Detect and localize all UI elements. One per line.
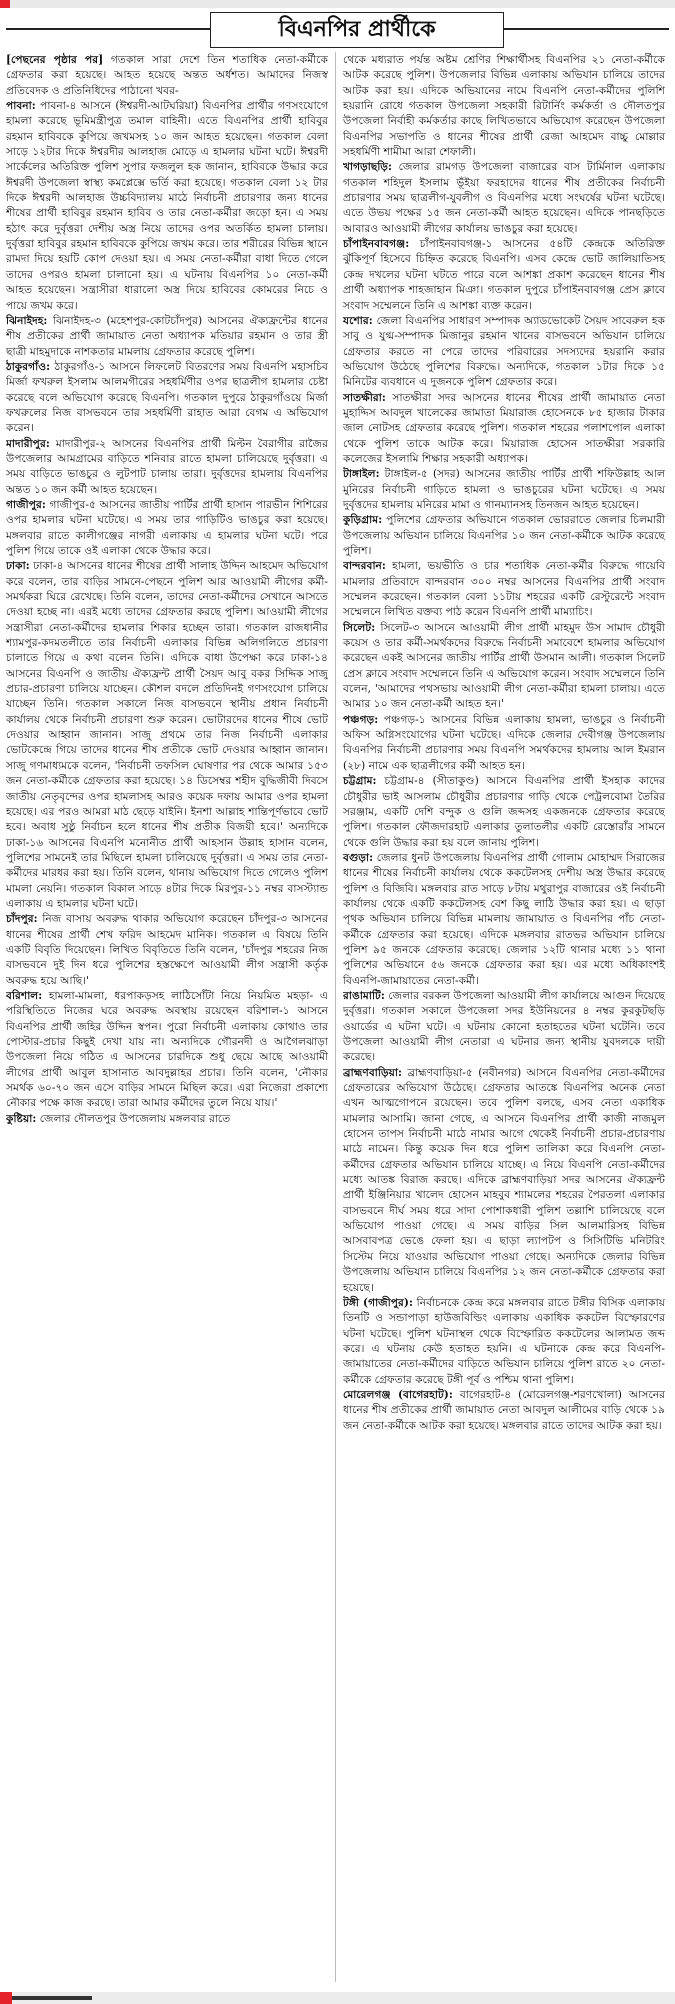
paragraph-body: গতকাল সারা দেশে তিন শতাধিক নেতা-কর্মীকে গ্রেফতার করা হয়েছে। আহত হয়েছে অন্তত অর্ধশত। আমাদের নিজস্ব প্রতিবেদক ও প্রতিনিধিদের পাঠানো খবর- <box>6 53 328 97</box>
news-paragraph <box>343 773 665 850</box>
dateline: বগুড়া: <box>343 850 374 864</box>
dateline: রাঙামাটি: <box>343 988 385 1002</box>
paragraph-body: সাতক্ষীরা সদর আসনের ধানের শীষের প্রার্থী জামায়াত নেতা মুহাদ্দিস আবদুল খালেকের জামাতা মিয়ারাজ হোসেনকে ৮৫ হাজার টাকার জাল নোটসহ গ্রেফতার করেছে পুলিশ। গতকাল শহরের পলাশপোল এলাকা থেকে পুলিশ তাকে আটক করে। মিয়ারাজ হোসেন সাতক্ষীরা সরকারি কলেজের ইসলামি শিক্ষার সহকারী অধ্যাপক। <box>343 390 665 465</box>
news-paragraph <box>343 236 665 313</box>
dateline: চট্টগ্রাম: <box>343 774 377 788</box>
dateline: বরিশাল: <box>6 988 43 1002</box>
dateline: বান্দরবান: <box>343 559 386 573</box>
news-paragraph <box>6 988 328 1111</box>
top-red-marker <box>0 0 10 8</box>
dateline: কুড়িগ্রাম: <box>343 513 383 527</box>
paragraph-body: জেলা বিএনপির সাধারণ সম্পাদক অ্যাডভোকেট সৈয়দ সাবেরুল হক সাবু ও যুগ্ম-সম্পাদক মিজানুর রহমান খানের বাসভবনে অভিযান চালিয়ে গ্রেফতার করতে না পেরে তাদের পরিবারের সদস্যদের হয়রানি করার অভিযোগ উঠেছে পুলিশের বিরুদ্ধে। অন্যদিকে, গতকাল ১টার দিকে ১৫ মিনিটের ব্যবধানে এ দুজনকে পুলিশ গ্রেফতার করে। <box>343 313 665 389</box>
dateline: [পেছনের পৃষ্ঠার পর] <box>6 53 104 66</box>
paragraph-body: বাগেরহাট-৪ (মোরেলগঞ্জ-শরণখোলা) আসনের ধানের শীষ প্রতীকের প্রার্থী জামায়াত নেতা আবদুল আলীমের বাড়ি থেকে ১৯ জন নেতা-কর্মীকে আটক করা হয়েছে। মঙ্গলবার রাতে তাদের আটক করা হয়। <box>343 1387 665 1432</box>
news-paragraph <box>343 988 665 1065</box>
paragraph-body: সিলেট-৩ আসনে আওয়ামী লীগ প্রার্থী মাহমুদ উস সামাদ চৌধুরী কয়েস ও তার কর্মী-সমর্থকদের বিরুদ্ধে নির্বাচনী সমাবেশে হামলার অভিযোগ করেছেন একই আসনের জাতীয় পার্টির প্রার্থী উসমান আলী। গতকাল সিলেট প্রেস ক্লাবে সংবাদ সম্মেলনে তিনি এ অভিযোগ করেন। সংবাদ সম্মেলনে তিনি বলেন, 'আমাদের পথসভায় আওয়ামী লীগ নেতা-কর্মীরা হামলা চালায়। এতে আমার ১০ জন নেতা-কর্মী আহত হন।' <box>343 620 665 711</box>
dateline: যশোর: <box>343 313 373 327</box>
paragraph-body: জেলার বরকল উপজেলা আওয়ামী লীগ কার্যালয়ে আগুন দিয়েছে দুর্বৃত্তরা। গতকাল সকালে উপজেলা সদর ইউনিয়নের ৪ নম্বর কুরকুটছড়ি ওয়ার্ডের এ ঘটনা ঘটে। এ ঘটনায় কোনো হতাহতের ঘটনা ঘটেনি। তবে উপজেলা আওয়ামী লীগ নেতারা এ ঘটনার জন্য স্থানীয় যুবদলকে দায়ী করেছে। <box>343 988 665 1064</box>
news-paragraph <box>343 390 665 467</box>
dateline: গাজীপুর: <box>6 497 46 511</box>
column-divider <box>335 52 336 1982</box>
paragraph-body: ঢাকা-৪ আসনের ধানের শীষের প্রার্থী সালাহ উদ্দিন আহমেদ অভিযোগ করে বলেন, তার বাড়ির সামনে-পেছনে পুলিশ আর আওয়ামী লীগের কর্মী-সমর্থকরা ঘিরে রেখেছে। তিনি বলেন, তাদের নেতা-কর্মীদের সেখানে আসতে দেওয়া হচ্ছে না। এরই মধ্যে তাদের গ্রেফতার করছে পুলিশ। আওয়ামী লীগের সন্ত্রাসীরা নেতা-কর্মীদের হামলার শিকার হচ্ছেন তারা। গতকাল রাজধানীর শ্যামপুর-কদমতলীতে তার নির্বাচনী এলাকার বিভিন্ন অলিগলিতে প্রচারণা চালাতে গিয়ে এ কথা বলেন তিনি। এদিকে বাধা উপেক্ষা করে ঢাকা-১৪ আসনের বিএনপি ও জাতীয় ঐক্যফ্রন্ট প্রার্থী সৈয়দ আবু বকর সিদ্দিক সাজু প্রচার-প্রচারণা চালিয়ে যাচ্ছেন। কৌশল বদলে প্রতিদিনই গণসংযোগ চালিয়ে যাচ্ছেন তিনি। গতকাল সকালে নিজ বাসভবনে স্থানীয় প্রধান নির্বাচনী কার্যালয় থেকে নির্বাচনী প্রচারণা শুরু করেন। ভোটারদের ধানের শীষে ভোট দেওয়ার আহ্বান জানান। সাজু প্রথমে তার নিজ নির্বাচনী এলাকার ভোটকেন্দ্রে গিয়ে তাদের ধানের শীষ প্রতীকে ভোট দেওয়ার আহ্বান জানান। সাজু গণমাধ্যমকে বলেন, 'নির্বাচনী তফসিল ঘোষণার পর থেকে আমার ১৫৩ জন নেতা-কর্মীকে গ্রেফতার করা হয়েছে। ১৪ ডিসেম্বর শহীদ বুদ্ধিজীবী দিবসে জাতীয় নেতৃবৃন্দের ওপর হামলাসহ আরও কয়েক দফায় আমার ওপর হামলা হয়েছে। এর পরও আমরা মাঠ ছেড়ে যাইনি। ইনশা আল্লাহ শান্তিপূর্ণভাবে ভোট হবে। অবাধ সুষ্ঠু নির্বাচন হলে ধানের শীষ প্রতীক বিজয়ী হবে।' অন্যদিকে ঢাকা-১৬ আসনের বিএনপি মনোনীত প্রার্থী আহসান উল্লাহ হাসান বলেন, পুলিশের সামনেই তার মিছিলে হামলা চালিয়েছে দুর্বৃত্তরা। এ সময় তার নেতা-কর্মীদের মারধর করা হয়। তিনি বলেন, থানায় অভিযোগ দিতে গেলেও পুলিশ মামলা নেয়নি। গতকাল বিকাল সাড়ে ৪টার দিকে মিরপুর-১১ নম্বর বাসস্ট্যান্ড এলাকায় এ হামলার ঘটনা ঘটে। <box>6 559 328 910</box>
news-paragraph <box>343 1295 665 1387</box>
paragraph-body: হামলা-মামলা, ধরপাকড়সহ লাঠিসোঁটা নিয়ে নিয়মিত মহড়া- এ পরিস্থিতিতে নিজের ঘরে অবরুদ্ধ অবস্থায় রয়েছেন বরিশাল-১ আসনে বিএনপির প্রার্থী জহির উদ্দিন স্বপন। পুরো নির্বাচনী এলাকায় কোথাও তার পোস্টার-প্রচার কিছুই দেখা যায় না। অন্যদিকে গৌরনদী ও আগৈলঝাড়া উপজেলা নিয়ে গঠিত এ আসনের চারদিকে শুধু ছেয়ে আছে আওয়ামী লীগের প্রার্থী আবুল হাসানাত আবদুল্লাহর প্রচার। তিনি বলেন, 'নৌকার সমর্থক ৬০-৭০ জন এসে বাড়ির সামনে মিছিল করে। এরা নিজেরা প্রকাশ্যে নৌকার পক্ষে কাজ করছে। তারা আমার কর্মীদের তুলে নিয়ে যায়।' <box>6 988 328 1110</box>
paragraph-body: পুলিশের গ্রেফতার অভিযানে গতকাল ভোররাতে জেলার চিলমারী উপজেলায় অভিযান চালিয়ে বিএনপির ১০ জন নেতা-কর্মীকে আটক করেছে পুলিশ। <box>343 513 665 557</box>
dateline: পঞ্চগড়: <box>343 712 379 726</box>
news-paragraph <box>343 512 665 558</box>
paragraph-body: জেলার দৌলতপুর উপজেলায় মঙ্গলবার রাতে <box>36 1111 231 1125</box>
news-paragraph <box>6 1111 328 1126</box>
paragraph-body: নিজ বাসায় অবরুদ্ধ থাকার অভিযোগ করেছেন চাঁদপুর-৩ আসনের ধানের শীষের প্রার্থী শেখ ফরিদ আহমেদ মানিক। গতকাল এ বিষয়ে তিনি একটি বিবৃতি দিয়েছেন। লিখিত বিবৃতিতে তিনি বলেন, 'চাঁদপুর শহরের নিজ বাসভবনে দুই দিন ধরে পুলিশের হস্তক্ষেপে আওয়ামী লীগ সন্ত্রাসী কর্তৃক অবরুদ্ধ হয়ে আছি।' <box>6 912 328 987</box>
paragraph-body: পঞ্চগড়-১ আসনের বিভিন্ন এলাকায় হামলা, ভাঙচুর ও নির্বাচনী অফিস অগ্নিসংযোগের ঘটনা ঘটেছে। এদিকে জেলার দেবীগঞ্জ উপজেলায় বিএনপির নির্বাচনী প্রচারণার সময় বিএনপি সমর্থকদের হামলায় আল ইমরান (২৮) নামে এক ছাত্রলীগের কর্মী আহত হন। <box>343 712 665 772</box>
paragraph-body: ঝিনাইদহ-৩ (মহেশপুর-কোটচাঁদপুর) আসনের ঐক্যফ্রন্টের ধানের শীষ প্রতীকের প্রার্থী জামায়াত নেতা অধ্যাপক মতিয়ার রহমান ও তার স্ত্রী ছাত্রী মাহমুদাকে নাশকতার মামলায় গ্রেফতার করেছে পুলিশ। <box>6 313 328 358</box>
headline-rule-left <box>6 28 210 30</box>
news-paragraph <box>343 466 665 512</box>
paragraph-body: হামলা, ভয়ভীতি ও চার শতাধিক নেতা-কর্মীর বিরুদ্ধে গায়েবি মামলার প্রতিবাদে বান্দরবান ৩০০ নম্বর আসনের বিএনপির প্রার্থী সংবাদ সম্মেলন করেছেন। গতকাল বেলা ১১টায় শহরের একটি রেস্টুরেন্টে সংবাদ সম্মেলনে লিখিত বক্তব্য পাঠ করেন বিএনপি প্রার্থী মাম্যাচিং। <box>343 559 665 619</box>
dateline: টাঙ্গাইল: <box>343 467 380 481</box>
bottom-color-bar <box>0 1992 675 2004</box>
news-paragraph <box>343 712 665 773</box>
headline-rule-right <box>503 28 669 30</box>
paragraph-body: ব্রাহ্মণবাড়িয়া-৫ (নবীনগর) আসনে বিএনপির নেতা-কর্মীদের গ্রেফতারের অভিযোগ উঠেছে। গ্রেফতার আতঙ্কে বিএনপির অনেক নেতা এখন আত্মগোপনে রয়েছেন। তবে পুলিশ বলছে, এসব নেতা একাধিক মামলার আসামি। জানা গেছে, এ আসনে বিএনপির প্রার্থী কাজী নাজমুল হোসেন তাপস নির্বাচনী মাঠে নামার আগে থেকেই নির্বাচনী প্রচার-প্রচারণায় মাঠে নামেন। কিন্তু কয়েক দিন ধরে পুলিশ তালিকা করে বিএনপি নেতা-কর্মীদের গ্রেফতার অভিযান চালিয়ে যাচ্ছে। এ নিয়ে বিএনপি নেতা-কর্মীদের মধ্যে আতঙ্ক বিরাজ করছে। এদিকে ব্রাহ্মণবাড়িয়া সদর আসনের ঐক্যফ্রন্ট প্রার্থী ইঞ্জিনিয়ার খালেদ হোসেন মাহবুব শ্যামলের শহরের পৈরতলা এলাকার বাসভবনে দীর্ঘ সময় ধরে সাদা পোশাকধারী পুলিশ তল্লাশি চালিয়েছে বলে অভিযোগ পাওয়া গেছে। এ সময় বাড়ির সিল আলমারিসহ বিভিন্ন আসবাবপত্র ভেঙে ফেলা হয়। এ ছাড়া ল্যাপটপ ও সিসিটিভি মনিটরিং সিস্টেম নিয়ে যাওয়ার অভিযোগ পাওয়া গেছে। অন্যদিকে জেলার বিভিন্ন উপজেলায় অভিযান চালিয়ে বিএনপির ১২ জন নেতা-কর্মীকে গ্রেফতার করা হয়েছে। <box>343 1065 665 1294</box>
news-paragraph <box>343 313 665 390</box>
headline-text: বিএনপির প্রার্থীকে <box>278 16 436 42</box>
bottom-dark-marker <box>12 1996 92 2000</box>
paragraph-body: পাবনা-৪ আসনে (ঈশ্বরদী-আটঘরিয়া) বিএনপির প্রার্থীর গণসংযোগে হামলা করেছে ভূমিমন্ত্রীপুত্র তমাল বাহিনী। এতে বিএনপির প্রার্থী হাবিবুর রহমান হাবিবকে কুপিয়ে জখমসহ ১০ জন আহত হয়েছেন। গতকাল বেলা সাড়ে ১২টার দিকে ঈশ্বরদীর আলহাজ মোড়ে এ হামলার ঘটনা ঘটে। ঈশ্বরদী সার্কেলের অতিরিক্ত পুলিশ সুপার ফজলুল হক জানান, হাবিবকে উদ্ধার করে ঈশ্বরদী উপজেলা স্বাস্থ্য কমপ্লেক্সে ভর্তি করা হয়েছে। গতকাল বেলা ১২ টার দিকে ঈশ্বরদী আলহাজ উচ্চবিদ্যালয় মাঠে নির্বাচনী প্রচারণার জন্য ধানের শীষের প্রার্থী হাবিবুর রহমান হাবিব ও তার নেতা-কর্মীরা জড়ো হন। এ সময় হঠাৎ করে দুর্বৃত্তরা দেশীয় অস্ত্র নিয়ে তাদের ওপর অতর্কিত হামলা চালায়। দুর্বৃত্তরা হাবিবুর রহমান হাবিবকে কুপিয়ে জখম করে। তার শরীরের বিভিন্ন স্থানে রামদা দিয়ে হয়টি কোপ দেওয়া হয়। এ সময় নেতা-কর্মীরা বাধা দিতে গেলে তাদের ওপরও হামলা চালানো হয়। এ ঘটনায় বিএনপির ১০ নেতা-কর্মী আহত হয়েছেন। সন্ত্রাসীরা ধারালো অস্ত্র দিয়ে হাবিবের কোমরের নিচে ও পায়ে জখম করে। <box>6 99 328 312</box>
bottom-red-marker <box>0 1992 12 2004</box>
dateline: ঢাকা: <box>6 559 30 573</box>
news-paragraph <box>343 558 665 619</box>
paragraph-body: চাঁপাইনবাবগঞ্জ-১ আসনের ৫৪টি কেন্দ্রকে অতিরিক্ত ঝুঁকিপূর্ণ হিসেবে চিহ্নিত করেছে বিএনপি। এসব কেন্দ্রে ভোট জালিয়াতিসহ কেন্দ্র দখলের ঘটনা ঘটতে পারে বলে আশঙ্কা প্রকাশ করেছেন ধানের শীষ প্রার্থী অধ্যাপক শাহজাহান মিঞা। গতকাল দুপুরে চাঁপাইনবাবগঞ্জ প্রেস ক্লাবে সংবাদ সম্মেলনে তিনি এ আশঙ্কা ব্যক্ত করেন। <box>343 237 665 312</box>
article-column-left <box>6 52 328 1982</box>
paragraph-body: জেলার ধুনট উপজেলায় বিএনপির প্রার্থী গোলাম মোহাম্মদ সিরাজের ধানের শীষের নির্বাচনী কার্যালয় থেকে ককটেলসহ দেশীয় অস্ত্র উদ্ধার করেছে পুলিশ ও বিজিবি। মঙ্গলবার রাত সাড়ে ৮টায় মথুরাপুর বাজারের ওই নির্বাচনী কার্যালয় থেকে একটি ককটেলসহ বেশ কিছু লাঠি উদ্ধার করা হয়। এ ছাড়া পৃথক অভিযান চালিয়ে বিভিন্ন মামলায় জামায়াত ও বিএনপির পাঁচ নেতা-কর্মীকে গ্রেফতার করা হয়েছে। এদিকে মঙ্গলবার রাতভর অভিযান চালিয়ে পুলিশ ৯৫ জনকে গ্রেফতার করেছে। জেলার ১২টি থানার মধ্যে ১১ থানা পুলিশের অভিযানে ৫৬ জনকে গ্রেফতার করা হয়। এর মধ্যে অধিকাংশই বিএনপি-জামায়াতের নেতা-কর্মী। <box>343 850 665 987</box>
dateline: ঝিনাইদহ: <box>6 313 48 327</box>
article-column-right <box>343 52 665 1982</box>
paragraph-body: মাদারীপুর-২ আসনের বিএনপির প্রার্থী মিল্টন বৈরাগীর রাজৈর উপজেলার আমগ্রামের বাড়িতে শনিবার রাতে হামলা চালিয়েছে দুর্বৃত্তরা। এ সময় বাড়িতে ভাঙচুর ও লুটপাট চালায় তারা। দুর্বৃত্তদের হামলায় বিএনপির অন্তত ১০ জন কর্মী আহত হয়েছেন। <box>6 436 328 496</box>
dateline: টঙ্গী (গাজীপুর): <box>343 1295 413 1309</box>
news-paragraph <box>6 497 328 558</box>
news-paragraph <box>343 52 665 159</box>
headline <box>210 12 504 48</box>
dateline: মাদারীপুর: <box>6 436 50 450</box>
news-paragraph <box>343 850 665 988</box>
dateline: সাতক্ষীরা: <box>343 390 386 404</box>
dateline: চাঁদপুর: <box>6 912 38 926</box>
news-paragraph <box>6 911 328 988</box>
news-paragraph <box>6 359 328 436</box>
paragraph-body: গাজীপুর-৫ আসনের জাতীয় পার্টির প্রার্থী হাসান পারভীন শিশিরের ওপর হামলার ঘটনা ঘটেছে। এ সময় তার গাড়িটিও ভাঙচুর করা হয়েছে। মঙ্গলবার রাতে কালীগঞ্জের নাগরী এলাকায় এ হামলার ঘটনা ঘটে। পরে পুলিশ গিয়ে তাকে ওই এলাকা থেকে উদ্ধার করে। <box>6 497 328 557</box>
paragraph-body: জেলার রামগড় উপজেলা বাজারের বাস টার্মিনাল এলাকায় গতকাল শহিদুল ইসলাম ভূঁইয়া ফরহাদের ধানের শীষ প্রতীকের নির্বাচনী প্রচারণার সময় ছাত্রলীগ-যুবলীগ ও বিএনপির মধ্যে সংঘর্ষের ঘটনা ঘটেছে। এতে উভয় পক্ষের ১৫ জন নেতা-কর্মী আহত হয়েছেন। এদিকে পানছড়িতে আবারও আওয়ামী লীগের কার্যালয় ভাঙচুর করা হয়েছে। <box>343 160 665 235</box>
dateline: চাঁপাইনবাবগঞ্জ: <box>343 237 410 251</box>
paragraph-body: চট্টগ্রাম-৪ (সীতাকুণ্ড) আসনে বিএনপির প্রার্থী ইসহাক কাদের চৌধুরীর ভাই আসলাম চৌধুরীর প্রচারণার গাড়ি থেকে পেট্রলবোমা তৈরির সরঞ্জাম, একটি দেশি বন্দুক ও গুলি জব্দসহ একজনকে গ্রেফতার করেছে পুলিশ। গতকাল ফৌজদারহাট এলাকার তুলাতলীর একটি রেস্তোরাঁর সামনে থেকে গুলি উদ্ধার করা হয় বলে জানায় পুলিশ। <box>343 774 665 849</box>
paragraph-body: নির্বাচনকে কেন্দ্র করে মঙ্গলবার রাতে টঙ্গীর বিসিক এলাকায় তিনটি ও সন্ডাপাড়া হাউজবিল্ডিং এলাকায় একাধিক ককটেল বিস্ফোরণের ঘটনা ঘটেছে। পুলিশ ঘটনাস্থল থেকে বিস্ফোরিত ককটেলের আলামত জব্দ করে। এ ঘটনায় কেউ হতাহত হয়নি। এ ঘটনাকে কেন্দ্র করে বিএনপি-জামায়াতের নেতা-কর্মীদের বাড়িতে অভিযান চালিয়ে পুলিশ রাতে ২০ নেতা-কর্মীকে গ্রেফতার করেছে টঙ্গী পূর্ব ও পশ্চিম থানা পুলিশ। <box>343 1295 665 1386</box>
dateline: ব্রাহ্মণবাড়িয়া: <box>343 1065 402 1079</box>
dateline: ঠাকুরগাঁও: <box>6 359 51 373</box>
paragraph-body: থেকে মধ্যরাত পর্যন্ত অষ্টম শ্রেণির শিক্ষার্থীসহ বিএনপির ২১ নেতা-কর্মীকে আটক করেছে পুলিশ। উপজেলার বিভিন্ন এলাকায় অভিযান চালিয়ে তাদের আটক করা হয়। এদিকে অভিযানের নামে বিএনপি নেতা-কর্মীদের পুলিশি হয়রানি রোধে গতকাল উপজেলা সহকারী রিটার্নিং কর্মকর্তা ও দৌলতপুর উপজেলা নির্বাহী কর্মকর্তার কাছে লিখিতভাবে অভিযোগ করেছেন উপজেলা বিএনপির সভাপতি ও ধানের শীষের প্রার্থী রেজা আহমেদ বাচ্চু মোল্লার সহধর্মিণী শামীমা আরা শেফালী। <box>343 53 665 159</box>
news-paragraph <box>6 558 328 911</box>
news-paragraph <box>6 436 328 497</box>
top-color-bar <box>0 0 675 8</box>
dateline: সিলেট: <box>343 620 376 634</box>
news-paragraph <box>343 159 665 236</box>
news-paragraph <box>343 620 665 712</box>
paragraph-body: টাঙ্গাইল-৫ (সদর) আসনের জাতীয় পার্টির প্রার্থী শফিউল্লাহ আল মুনিরের নির্বাচনী গাড়িতে হামলা ও ভাঙচুরের ঘটনা ঘটেছে। এ সময় দুর্বৃত্তদের হামলায় মনিরের মামা ও গানম্যানসহ তিনজন আহত হয়েছেন। <box>343 467 665 511</box>
dateline: পাবনা: <box>6 99 36 113</box>
news-paragraph <box>343 1065 665 1295</box>
dateline: খাগড়াছড়ি: <box>343 160 392 174</box>
paragraph-body: ঠাকুরগাঁও-১ আসনে লিফলেট বিতরণের সময় বিএনপি মহাসচিব মির্জা ফখরুল ইসলাম আলমগীরের সহধর্মিণীর ওপর ছাত্রলীগ হামলার চেষ্টা করেছে বলে অভিযোগ করেছে বিএনপি। গতকাল দুপুরে ঠাকুরগাঁওয়ে মির্জা ফখরুলের নিজ বাসভবনে তার সহধর্মিণী রাহাত আরা বেগম এ অভিযোগ করেন। <box>6 359 328 435</box>
dateline: কুষ্টিয়া: <box>6 1111 37 1125</box>
news-paragraph <box>6 313 328 359</box>
dateline: মোরেলগঞ্জ (বাগেরহাট): <box>343 1387 453 1401</box>
news-paragraph <box>343 1387 665 1433</box>
news-paragraph <box>6 98 328 313</box>
news-paragraph <box>6 52 328 98</box>
